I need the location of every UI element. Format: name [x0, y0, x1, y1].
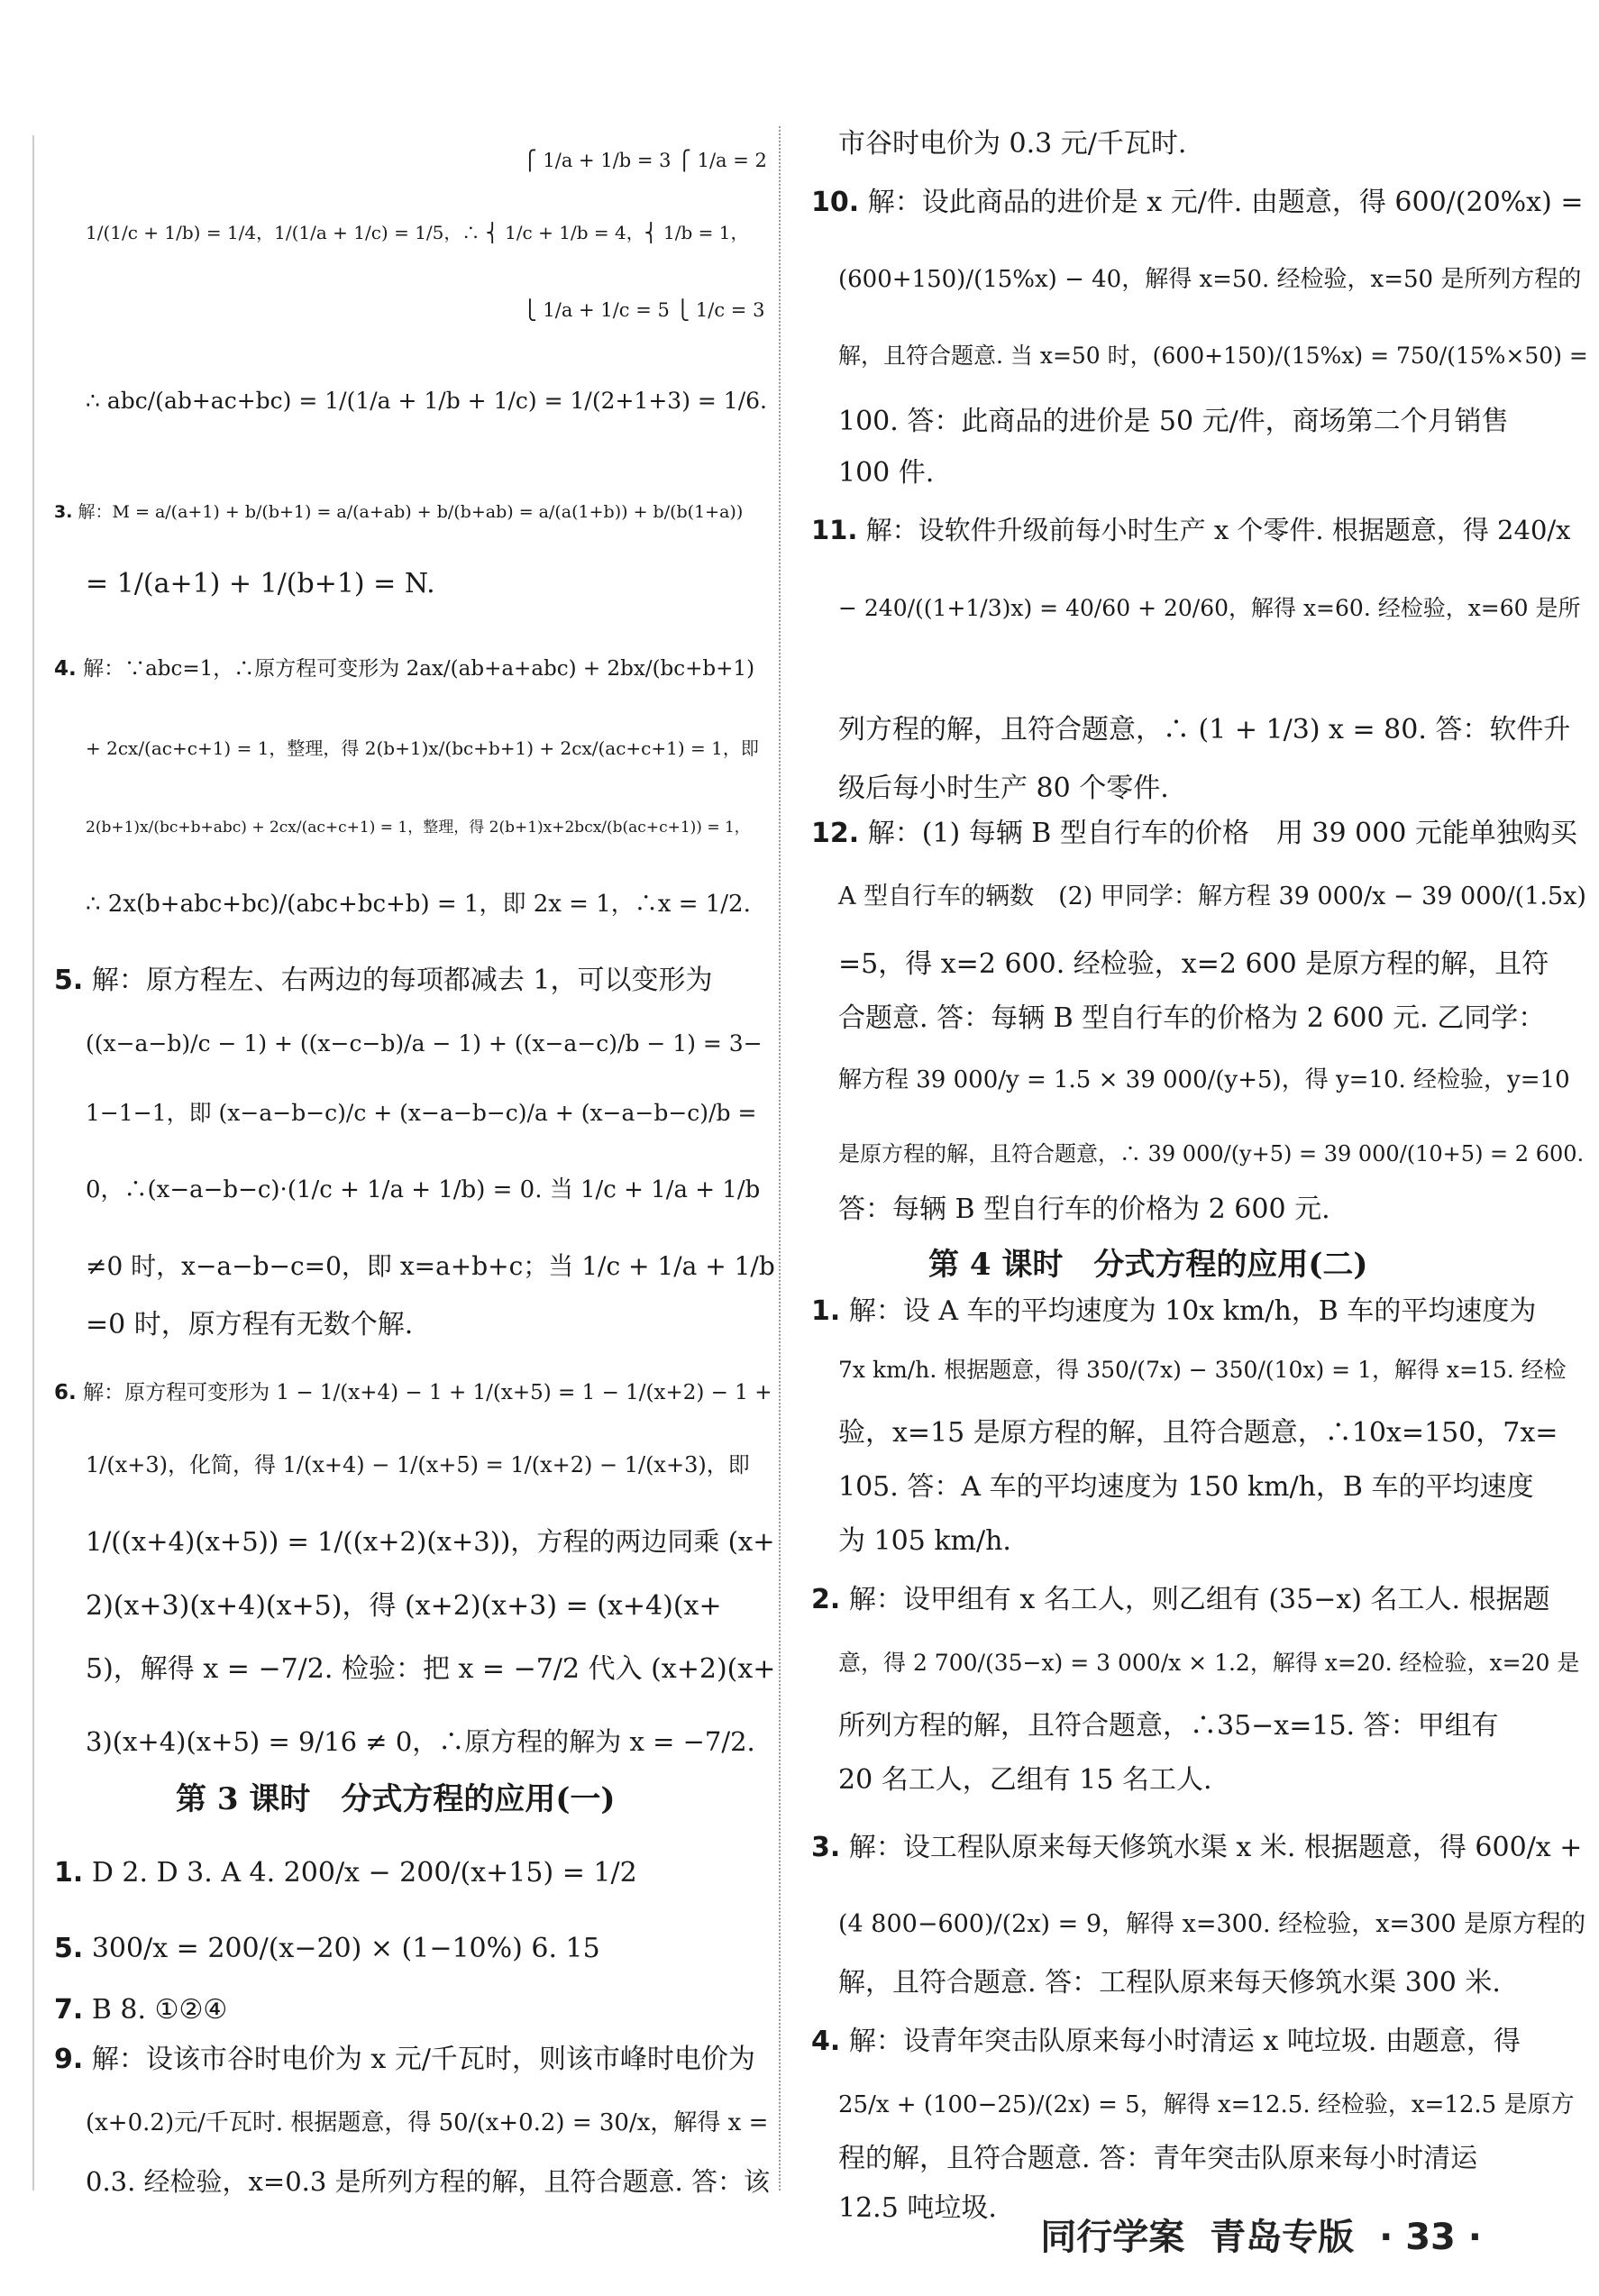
left-text-line — [86, 1447, 750, 1483]
line-text: 解：设工程队原来每天修筑水渠 x 米. 根据题意，得 600/x + — [848, 1832, 1583, 1863]
line-text: ⎧ 1/a + 1/b = 3 ⎧ 1/a = 2 — [523, 150, 767, 171]
problem-number: 9. — [54, 2044, 84, 2075]
left-text-line — [523, 142, 767, 178]
line-text: 25/x + (100−25)/(2x) = 5，解得 x=12.5. 经检验，x=12.5 是原方 — [838, 2091, 1575, 2118]
footer-brand: 同行学案 — [1040, 2217, 1185, 2258]
line-text: (600+150)/(15%x) − 40，解得 x=50. 经检验，x=50 是所列方程的 — [838, 266, 1582, 293]
line-text: 1/(1/c + 1/b) = 1/4，1/(1/a + 1/c) = 1/5，∴ ⎨ 1/c + 1/b = 4，⎨ 1/b = 1， — [86, 222, 749, 243]
right-text-line — [838, 2141, 1477, 2177]
right-text-line — [838, 1907, 1585, 1943]
left-text-line — [54, 651, 754, 687]
line-text: 0.3. 经检验，x=0.3 是所列方程的解，且符合题意. 答：该 — [86, 2166, 770, 2197]
problem-number: 12. — [811, 818, 860, 849]
line-text: 合题意. 答：每辆 B 型自行车的价格为 2 600 元. 乙同学： — [838, 1002, 1546, 1034]
problem-number: 4. — [811, 2026, 841, 2057]
line-text: 解：∵abc=1，∴原方程可变形为 2ax/(ab+a+abc) + 2bx/(bc+b+1) — [83, 657, 755, 681]
right-text-line — [811, 185, 1583, 221]
line-text: 100. 答：此商品的进价是 50 元/件，商场第二个月销售 — [838, 406, 1509, 437]
right-text-line — [838, 2191, 997, 2227]
right-text-line — [838, 1469, 1534, 1505]
left-text-line — [86, 1307, 413, 1343]
line-text: 0，∴(x−a−b−c)·(1/c + 1/a + 1/b) = 0. 当 1/c + 1/a + 1/b — [86, 1176, 761, 1203]
line-text: 解：设青年突击队原来每小时清运 x 吨垃圾. 由题意，得 — [848, 2026, 1521, 2057]
footer-edition: 青岛专版 — [1210, 2217, 1355, 2258]
problem-number: 11. — [811, 515, 858, 545]
left-text-line — [54, 1992, 227, 2028]
line-text: 级后每小时生产 80 个零件. — [838, 773, 1169, 804]
left-text-line — [86, 566, 435, 602]
column-divider — [779, 126, 781, 2191]
line-text: 解：M = a/(a+1) + b/(b+1) = a/(a+ab) + b/(b+ab) = a/(a(1+b)) + b/(b(1+a)) — [78, 502, 744, 522]
right-text-line — [838, 1352, 1567, 1388]
line-text: 答：每辆 B 型自行车的价格为 2 600 元. — [838, 1194, 1330, 1225]
left-text-line — [86, 730, 759, 766]
right-text-line — [838, 1062, 1570, 1098]
line-text: ⎩ 1/a + 1/c = 5 ⎩ 1/c = 3 — [523, 299, 765, 321]
problem-number: 4. — [54, 657, 77, 681]
line-text: + 2cx/(ac+c+1) = 1，整理，得 2(b+1)x/(bc+b+1) + 2cx/(ac+c+1) = 1，即 — [86, 737, 759, 759]
left-text-line — [523, 292, 764, 328]
right-text-line — [811, 1830, 1582, 1866]
right-text-line — [811, 816, 1577, 852]
line-text: 为 105 km/h. — [838, 1525, 1011, 1557]
right-text-line — [838, 1708, 1499, 1744]
right-text-line — [838, 126, 1186, 162]
line-text: 7x km/h. 根据题意，得 350/(7x) − 350/(10x) = 1，解得 x=15. 经检 — [838, 1357, 1567, 1383]
line-text: 解方程 39 000/y = 1.5 × 39 000/(y+5)，得 y=10. 经检验，y=10 — [838, 1066, 1570, 1093]
line-text: 5)，解得 x = −7/2. 检验：把 x = −7/2 代入 (x+2)(x+ — [86, 1653, 776, 1685]
problem-number: 3. — [811, 1832, 841, 1863]
line-text: =5，得 x=2 600. 经检验，x=2 600 是原方程的解，且符 — [838, 948, 1549, 980]
left-text-line — [86, 2163, 770, 2200]
right-text-line — [838, 1001, 1545, 1037]
right-text-line — [838, 1136, 1584, 1172]
right-text-line — [838, 1192, 1330, 1228]
page-number: · 33 · — [1379, 2217, 1482, 2258]
line-text: 1−1−1，即 (x−a−b−c)/c + (x−a−b−c)/a + (x−a−b−c)/b = — [86, 1100, 757, 1126]
left-text-line — [54, 494, 743, 530]
line-text: ∴ 2x(b+abc+bc)/(abc+bc+b) = 1，即 2x = 1，∴x = 1/2. — [86, 891, 751, 918]
right-text-line — [838, 947, 1549, 983]
problem-number: 5. — [54, 965, 84, 996]
line-text: 2)(x+3)(x+4)(x+5)，得 (x+2)(x+3) = (x+4)(x+ — [86, 1590, 722, 1622]
right-text-line — [838, 455, 934, 491]
left-text-line — [86, 2105, 768, 2141]
line-text: (4 800−600)/(2x) = 9，解得 x=300. 经检验，x=300 是原方程的 — [838, 1910, 1586, 1938]
left-text-line — [54, 963, 712, 999]
left-text-line — [54, 2042, 755, 2078]
line-text: A 型自行车的辆数 (2) 甲同学：解方程 39 000/x − 39 000/(1.5x) — [838, 883, 1586, 910]
line-text: 列方程的解，且符合题意，∴ (1 + 1/3) x = 80. 答：软件升 — [838, 714, 1571, 746]
problem-number: 10. — [811, 187, 860, 218]
right-text-line — [811, 512, 1571, 548]
right-text-line — [838, 1523, 1011, 1560]
left-text-line — [86, 1026, 763, 1062]
problem-number: 1. — [54, 1857, 84, 1889]
right-text-line — [838, 1762, 1212, 1798]
left-text-line — [86, 215, 749, 251]
line-text: 20 名工人，乙组有 15 名工人. — [838, 1764, 1212, 1796]
left-text-line — [86, 1095, 756, 1131]
left-text-line — [54, 1375, 772, 1411]
line-text: 12.5 吨垃圾. — [838, 2192, 997, 2224]
line-text: 解，且符合题意. 答：工程队原来每天修筑水渠 300 米. — [838, 1967, 1501, 1999]
right-text-line — [838, 771, 1169, 807]
left-text-line — [54, 1855, 637, 1891]
margin-rule — [32, 135, 34, 2191]
line-text: 解：设该市谷时电价为 x 元/千瓦时，则该市峰时电价为 — [91, 2044, 755, 2075]
line-text: − 240/((1+1/3)x) = 40/60 + 20/60，解得 x=60. 经检验，x=60 是所 — [838, 595, 1581, 621]
line-text: 验，x=15 是原方程的解，且符合题意，∴10x=150，7x= — [838, 1417, 1558, 1449]
problem-number: 3. — [54, 502, 73, 522]
right-text-line — [838, 712, 1570, 748]
section-heading: 第 4 课时 分式方程的应用(二) — [928, 1247, 1368, 1283]
line-text: 所列方程的解，且符合题意，∴35−x=15. 答：甲组有 — [838, 1710, 1499, 1742]
problem-number: 5. — [54, 1933, 84, 1964]
line-text: ∴ abc/(ab+ac+bc) = 1/(1/a + 1/b + 1/c) = 1/(2+1+3) = 1/6. — [86, 388, 767, 414]
line-text: 解：设 A 车的平均速度为 10x km/h，B 车的平均速度为 — [848, 1295, 1537, 1327]
problem-number: 2. — [811, 1584, 841, 1615]
left-text-line — [86, 1249, 775, 1285]
line-text: 3)(x+4)(x+5) = 9/16 ≠ 0，∴原方程的解为 x = −7/2. — [86, 1726, 755, 1757]
line-text: B 8. ①②④ — [91, 1994, 228, 2026]
line-text: (x+0.2)元/千瓦时. 根据题意，得 50/(x+0.2) = 30/x，解得 x = — [86, 2109, 769, 2136]
line-text: 解：原方程可变形为 1 − 1/(x+4) − 1 + 1/(x+5) = 1 − 1/(x+2) − 1 + — [83, 1381, 772, 1404]
line-text: 意，得 2 700/(35−x) = 3 000/x × 1.2，解得 x=20. 经检验，x=20 是 — [838, 1650, 1580, 1676]
right-text-line — [838, 2087, 1574, 2123]
line-text: ((x−a−b)/c − 1) + ((x−c−b)/a − 1) + ((x−a−c)/b − 1) = 3− — [86, 1030, 763, 1057]
right-text-line — [811, 1294, 1536, 1330]
left-text-line — [86, 810, 750, 846]
line-text: 300/x = 200/(x−20) × (1−10%) 6. 15 — [91, 1933, 600, 1964]
line-text: 程的解，且符合题意. 答：青年突击队原来每小时清运 — [838, 2143, 1478, 2174]
section-heading: 第 3 课时 分式方程的应用(一) — [176, 1781, 616, 1817]
line-text: 解：(1) 每辆 B 型自行车的价格 用 39 000 元能单独购买 — [867, 818, 1577, 849]
left-text-line — [86, 1588, 722, 1624]
line-text: 解：设软件升级前每小时生产 x 个零件. 根据题意，得 240/x — [865, 515, 1571, 545]
right-text-line — [811, 1582, 1550, 1618]
problem-number: 6. — [54, 1381, 77, 1404]
line-text: 解：原方程左、右两边的每项都减去 1，可以变形为 — [91, 965, 713, 996]
left-text-line — [86, 383, 767, 419]
right-text-line — [838, 1415, 1558, 1451]
left-text-line — [86, 886, 751, 922]
line-text: 100 件. — [838, 457, 935, 489]
line-text: = 1/(a+1) + 1/(b+1) = N. — [86, 568, 435, 599]
page-footer — [1040, 2209, 1482, 2260]
line-text: =0 时，原方程有无数个解. — [86, 1309, 414, 1340]
line-text: 解，且符合题意. 当 x=50 时，(600+150)/(15%x) = 750/(15%×50) = — [838, 343, 1588, 369]
problem-number: 1. — [811, 1295, 841, 1327]
line-text: 市谷时电价为 0.3 元/千瓦时. — [838, 128, 1187, 160]
line-text: 解：设甲组有 x 名工人，则乙组有 (35−x) 名工人. 根据题 — [848, 1584, 1550, 1615]
right-text-line — [838, 338, 1588, 374]
line-text: 105. 答：A 车的平均速度为 150 km/h，B 车的平均速度 — [838, 1471, 1534, 1503]
right-text-line — [838, 879, 1586, 915]
right-text-line — [838, 1645, 1579, 1681]
right-text-line — [811, 2024, 1521, 2060]
right-text-line — [838, 590, 1581, 627]
left-text-line — [86, 1523, 775, 1560]
left-text-line — [86, 1724, 755, 1760]
right-text-line — [838, 261, 1581, 297]
line-text: D 2. D 3. A 4. 200/x − 200/(x+15) = 1/2 — [91, 1857, 637, 1889]
line-text: ≠0 时，x−a−b−c=0，即 x=a+b+c；当 1/c + 1/a + 1/b — [86, 1251, 775, 1281]
left-text-line — [86, 1651, 775, 1688]
line-text: 2(b+1)x/(bc+b+abc) + 2cx/(ac+c+1) = 1，整理，得 2(b+1)x+2bcx/(b(ac+c+1)) = 1， — [86, 819, 750, 837]
line-text: 是原方程的解，且符合题意，∴ 39 000/(y+5) = 39 000/(10+5) = 2 600. — [838, 1141, 1585, 1166]
right-text-line — [838, 1965, 1501, 2001]
line-text: 1/(x+3)，化简，得 1/(x+4) − 1/(x+5) = 1/(x+2) − 1/(x+3)，即 — [86, 1452, 750, 1477]
line-text: 解：设此商品的进价是 x 元/件. 由题意，得 600/(20%x) = — [867, 187, 1584, 218]
line-text: 1/((x+4)(x+5)) = 1/((x+2)(x+3))，方程的两边同乘 (x+ — [86, 1526, 775, 1557]
left-text-line — [86, 1172, 760, 1208]
right-text-line — [838, 404, 1509, 440]
left-text-line — [54, 1931, 600, 1967]
problem-number: 7. — [54, 1994, 84, 2026]
